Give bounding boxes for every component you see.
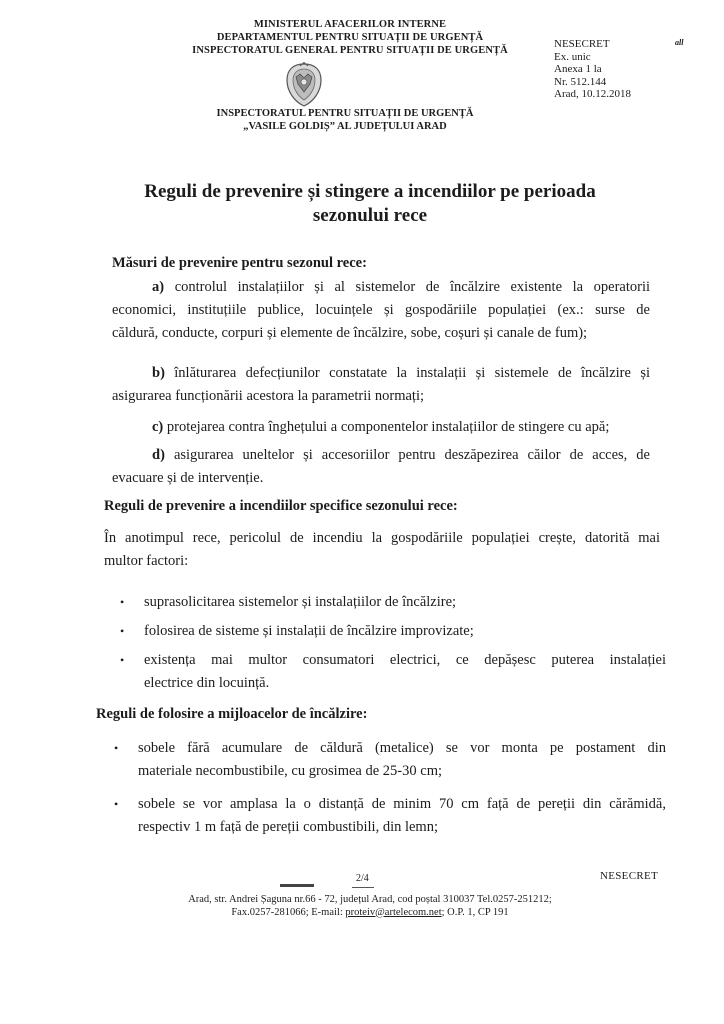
footer-classification: NESECRET [600,870,659,882]
bullet-icon: • [114,797,119,811]
address-line-2 [160,907,580,920]
document-title [110,180,630,228]
bullet-text: electrice din locuință. [144,675,270,691]
page-number: 2/4 [356,873,369,884]
intro-line: În anotimpul rece, pericolul de incendiu la gospodăriile populației crește, datorită mai [104,530,660,546]
general-inspectorate-line: INSPECTORATUL GENERAL PENTRU SITUAȚII DE URGENȚĂ [192,45,508,56]
email-link[interactable]: proteiv@artelecom.net [345,906,442,918]
bullet-icon: • [120,653,125,667]
measure-c [112,416,650,439]
measure-d-label: d) [152,447,165,463]
section-heading-heating-rules: Reguli de folosire a mijloacelor de încălzire: [96,706,368,722]
bullet-icon: • [120,624,125,638]
measure-a-line: căldură, conducte, corpuri și elemente de încălzire, sobe, coșuri și canale de fum); [112,325,588,341]
measure-c-line [112,416,650,439]
measure-b-line: asigurarea funcționării acestora la parametrii normați; [112,388,425,404]
measure-b-text: înlăturarea defecțiunilor constatate la instalații și sistemele de încălzire și [174,365,650,381]
distribution-marker: all [675,38,684,47]
romanian-coat-of-arms-icon [283,62,325,108]
po-box-label: ; O.P. 1, CP 191 [441,906,509,918]
bullet-icon: • [120,595,125,609]
measure-a-line [112,276,650,299]
measure-b-label: b) [152,365,165,381]
bullet-text: sobele fără acumulare de căldură (metalice) se vor monta pe postament din [138,740,666,756]
measure-c-text: protejarea contra înghețului a componentelor instalațiilor de stingere cu apă; [166,419,610,435]
annex-label: Anexa 1 la [554,63,602,75]
bullet-text: folosirea de sisteme și instalații de încălzire improvizate; [144,623,474,639]
title-line-2: sezonului rece [312,205,428,226]
page-number-rule [352,887,374,888]
bullet-text: respectiv 1 m față de pereții combustibili, din lemn; [138,819,438,835]
measure-a-label: a) [152,279,165,295]
ministry-line: MINISTERUL AFACERILOR INTERNE [253,19,447,30]
fax-label: Fax.0257-281066; E-mail: [231,906,346,918]
bullet-text: sobele se vor amplasa la o distanță de minim 70 cm față de pereții din cărămidă, [138,796,666,812]
registration-number: Nr. 512.144 [554,75,607,88]
document-date: Arad, 10.12.2018 [554,88,631,100]
registration-block [554,38,674,101]
bullet-text: materiale necombustibile, cu grosimea de 25-30 cm; [138,763,442,779]
copy-label: Ex. unic [554,50,591,63]
measure-c-label: c) [152,419,164,435]
measure-d-line: evacuare și de intervenție. [112,470,264,486]
section-heading-prevention-measures: Măsuri de prevenire pentru sezonul rece: [112,255,367,271]
bullet-text: existența mai multor consumatori electrici, ce depășesc puterea instalației [144,652,666,668]
footer-address [160,894,580,919]
institution-header [160,18,540,57]
title-line-1: Reguli de prevenire și stingere a incendiilor pe perioada [144,181,596,202]
measure-a-text: controlul instalațiilor și al sistemelor de încălzire existente la operatorii [174,279,651,295]
measure-a-line: economici, instituțiile publice, locuințele și gospodăriile populației (ex.: surse de [112,302,650,318]
intro-line: multor factori: [104,553,189,569]
measure-a [112,276,650,345]
classification-label: NESECRET [554,38,610,50]
inspectorate-line: INSPECTORATUL PENTRU SITUAȚII DE URGENȚĂ [216,108,474,119]
bullet-icon: • [114,741,119,755]
section-heading-specific-rules: Reguli de prevenire a incendiilor specifice sezonului rece: [104,498,458,514]
address-line-1: Arad, str. Andrei Șaguna nr.66 - 72, județul Arad, cod poștal 310037 Tel.0257-251212; [188,894,552,905]
footer-mark [280,884,314,887]
bullet-text: suprasolicitarea sistemelor și instalațiilor de încălzire; [144,594,457,610]
measure-d-line [112,444,650,467]
department-line: DEPARTAMENTUL PENTRU SITUAȚII DE URGENȚĂ [216,32,484,43]
measure-d-text: asigurarea uneltelor și accesoriilor pentru deszăpezirea căilor de acces, de [173,447,650,463]
section2-intro [104,527,660,573]
inspectorate-name-line: „VASILE GOLDIȘ” AL JUDEȚULUI ARAD [243,121,447,132]
measure-b [112,362,650,408]
county-inspectorate-header [150,107,540,133]
measure-b-line [112,362,650,385]
measure-d [112,444,650,490]
